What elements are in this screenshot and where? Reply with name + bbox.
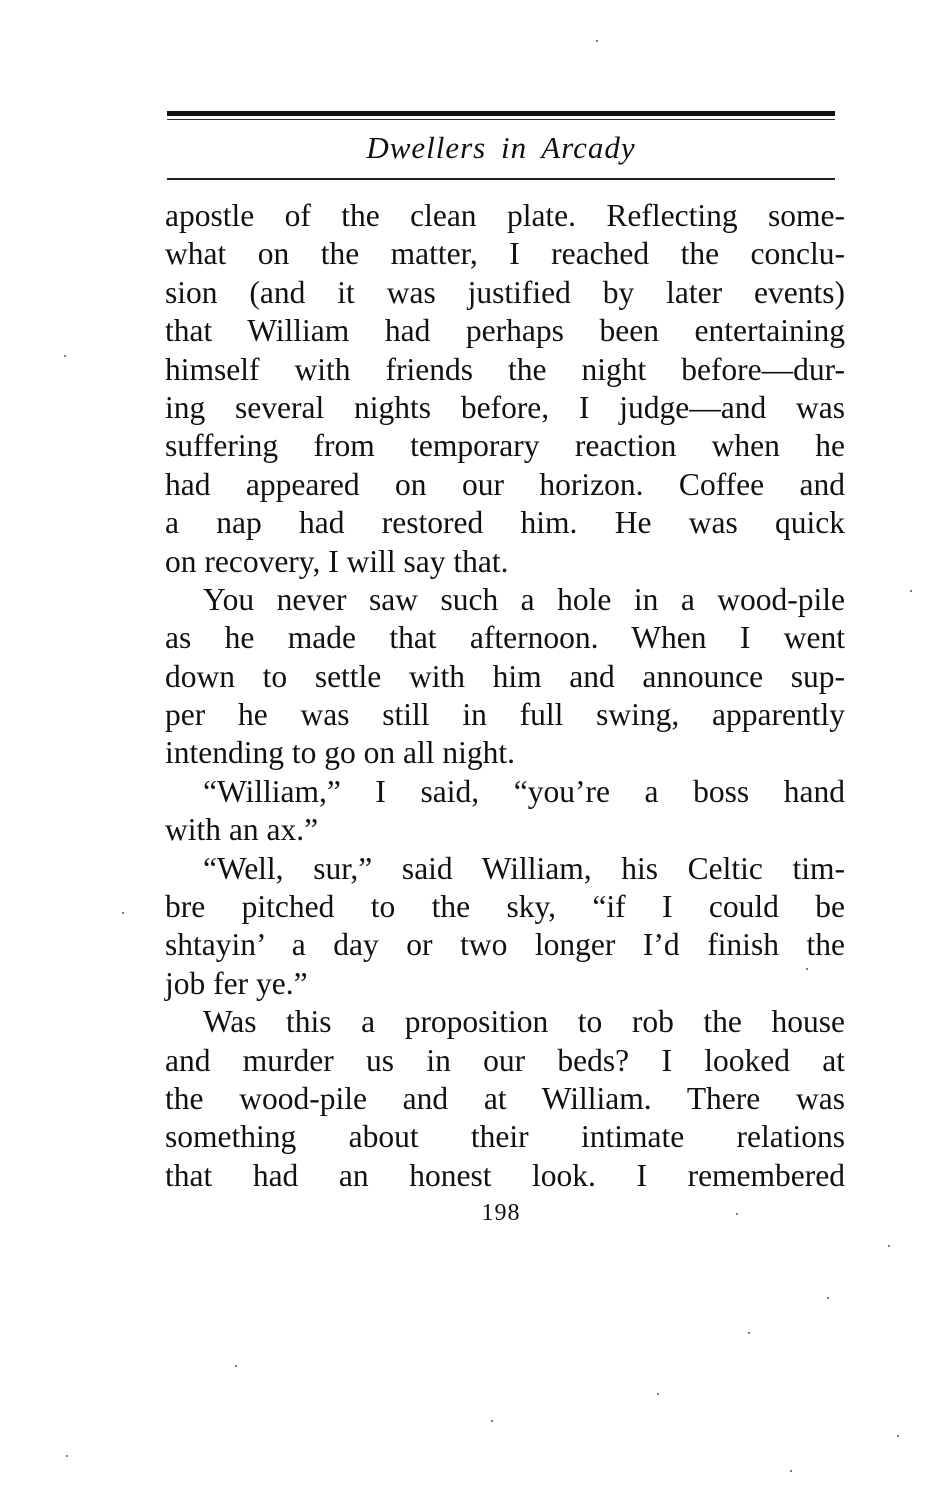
text-line: per he was still in full swing, apparently <box>165 697 845 733</box>
scan-speck <box>790 1470 792 1472</box>
scan-speck <box>235 1365 237 1367</box>
body-text <box>165 197 845 1195</box>
paragraph-first-line: Was this a proposition to rob the house <box>203 1004 845 1040</box>
scan-speck <box>736 1213 738 1215</box>
scan-speck <box>806 968 808 970</box>
scan-speck <box>657 1393 659 1395</box>
scan-speck <box>66 1455 68 1457</box>
scan-speck <box>827 1297 829 1299</box>
header-rule-thick <box>167 111 835 116</box>
scan-speck <box>748 1332 750 1334</box>
text-line: on recovery, I will say that. <box>165 543 509 579</box>
text-line: suffering from temporary reaction when he <box>165 428 845 464</box>
scan-speck <box>122 912 124 914</box>
text-line: a nap had restored him. He was quick <box>165 505 845 541</box>
scan-speck <box>491 1420 493 1422</box>
text-line: intending to go on all night. <box>165 735 515 771</box>
text-line: apostle of the clean plate. Reflecting some- <box>165 198 845 233</box>
text-line: job fer ye.” <box>165 965 308 1001</box>
scan-speck <box>897 1435 899 1437</box>
paragraph-first-line: “Well, sur,” said William, his Celtic tim- <box>203 850 845 886</box>
text-line: and murder us in our beds? I looked at <box>165 1042 845 1078</box>
header-rule-thin <box>167 119 835 120</box>
scan-speck <box>888 1245 890 1247</box>
text-line: what on the matter, I reached the conclu- <box>165 236 845 272</box>
scan-speck <box>910 590 912 592</box>
text-line: something about their intimate relations <box>165 1119 845 1155</box>
text-line: bre pitched to the sky, “if I could be <box>165 889 845 925</box>
text-line: that William had perhaps been entertaining <box>165 313 845 349</box>
paragraph-first-line: You never saw such a hole in a wood-pile <box>203 581 845 617</box>
text-line: himself with friends the night before—dur- <box>165 351 845 387</box>
scan-speck <box>64 355 66 357</box>
paragraph-first-line: “William,” I said, “you’re a boss hand <box>203 773 845 809</box>
text-line: shtayin’ a day or two longer I’d finish the <box>165 927 845 963</box>
page-number: 198 <box>481 1200 521 1226</box>
text-line: ing several nights before, I judge—and was <box>165 389 845 425</box>
running-title: Dwellers in Arcady <box>366 130 636 165</box>
text-line: that had an honest look. I remembered <box>165 1157 845 1193</box>
header-rule-bottom <box>167 178 835 180</box>
text-line: down to settle with him and announce sup- <box>165 658 845 694</box>
text-line: the wood-pile and at William. There was <box>165 1080 845 1116</box>
text-line: as he made that afternoon. When I went <box>165 620 845 656</box>
scan-speck <box>596 40 598 42</box>
text-line: with an ax.” <box>165 812 319 848</box>
text-line: sion (and it was justified by later events) <box>165 274 845 310</box>
text-line: had appeared on our horizon. Coffee and <box>165 466 845 502</box>
